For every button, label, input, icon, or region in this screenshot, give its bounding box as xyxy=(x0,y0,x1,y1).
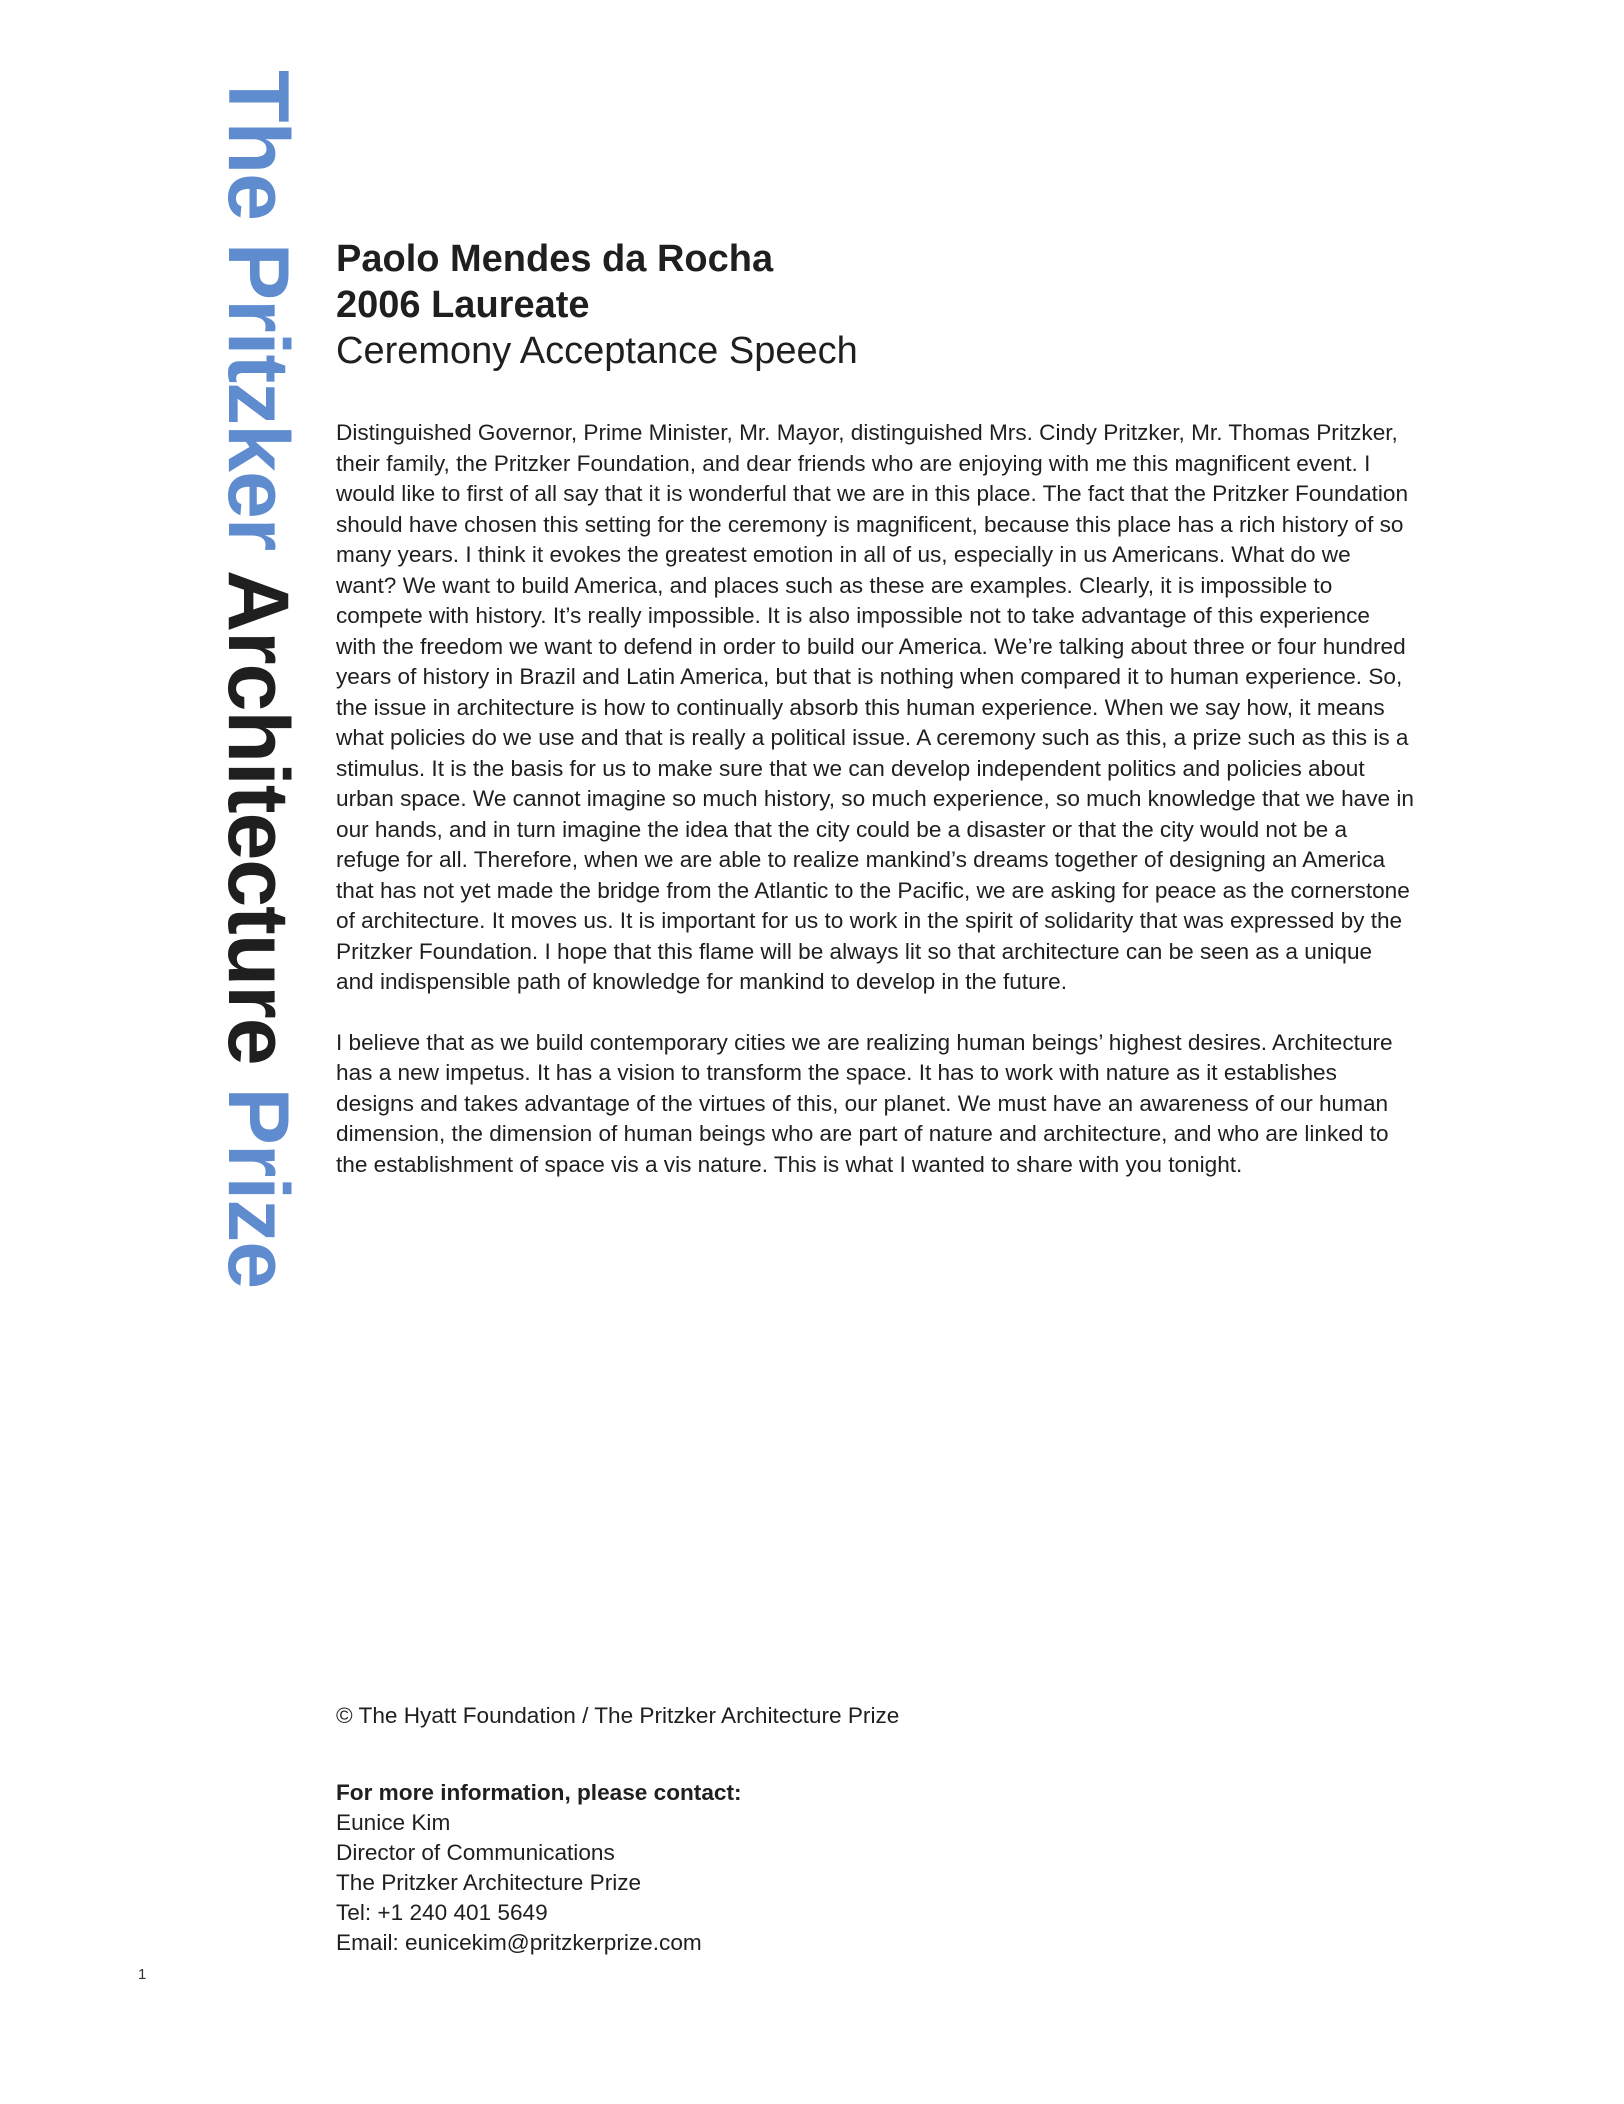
brand-part-architecture: Architecture xyxy=(210,569,306,1088)
contact-tel: Tel: +1 240 401 5649 xyxy=(336,1900,548,1925)
speech-paragraph: Distinguished Governor, Prime Minister, Mr. Mayor, distinguished Mrs. Cindy Pritzker, Mr. Thomas Pritzker, their family, the Pritzker Foundation, and dear friends who are enjoying with me this magnificent event. I would like to first of all say that it is wonderful that we are in this place. The fact that the Pritzker Foundation should have chosen this setting for the ceremony is magnificent, because this place has a rich history of so many years. I think it evokes the greatest emotion in all of us, especially in us Americans. What do we want? We want to build America, and places such as these are examples. Clearly, it is impossible to compete with history. It’s really impossible. It is also impossible not to take advantage of this experience with the freedom we want to defend in order to build our America. We’re talking about three or four hundred years of history in Brazil and Latin America, but that is nothing when compared it to human experience. So, the issue in architecture is how to continually absorb this human experience. When we say how, it means what policies do we use and that is really a political issue. A ceremony such as this, a prize such as this is a stimulus. It is the basis for us to make sure that we can develop independent politics and policies about urban space. We cannot imagine so much history, so much experience, so much knowledge that we have in our hands, and in turn imagine the idea that the city could be a disaster or that the city would not be a refuge for all. Therefore, when we are able to realize mankind’s dreams together of designing an America that has not yet made the bridge from the Atlantic to the Pacific, we are asking for peace as the cornerstone of architecture. It moves us. It is important for us to work in the spirit of solidarity that was expressed by the Pritzker Foundation. I hope that this flame will be always lit so that architecture can be seen as a unique and indispensible path of knowledge for mankind to develop in the future. xyxy=(336,420,1414,994)
document-subtitle: Ceremony Acceptance Speech xyxy=(336,330,858,372)
document-heading xyxy=(336,236,1416,374)
speech-paragraph: I believe that as we build contemporary cities we are realizing human beings’ highest desires. Architecture has a new impetus. It has a vision to transform the space. It has to work with nature as it establishes designs and takes advantage of the virtues of this, our planet. We must have an awareness of our human dimension, the dimension of human beings who are part of nature and architecture, and who are linked to the establishment of space vis a vis nature. This is what I wanted to share with you tonight. xyxy=(336,1029,1393,1177)
laureate-name: Paolo Mendes da Rocha xyxy=(336,238,774,280)
brand-part-the-pritzker: The Pritzker xyxy=(210,70,306,570)
contact-organization: The Pritzker Architecture Prize xyxy=(336,1870,642,1895)
contact-title: Director of Communications xyxy=(336,1840,615,1865)
brand-wordmark xyxy=(210,70,306,1289)
speech-body xyxy=(336,418,1416,1180)
contact-email[interactable]: Email: eunicekim@pritzkerprize.com xyxy=(336,1930,702,1955)
contact-heading: For more information, please contact: xyxy=(336,1780,742,1805)
page-number: 1 xyxy=(138,1966,147,1983)
laureate-year: 2006 Laureate xyxy=(336,284,590,326)
copyright-line: © The Hyatt Foundation / The Pritzker Architecture Prize xyxy=(336,1703,900,1728)
contact-block xyxy=(336,1778,742,1958)
contact-name: Eunice Kim xyxy=(336,1810,451,1835)
brand-part-prize: Prize xyxy=(210,1087,306,1289)
main-content xyxy=(336,236,1416,1210)
